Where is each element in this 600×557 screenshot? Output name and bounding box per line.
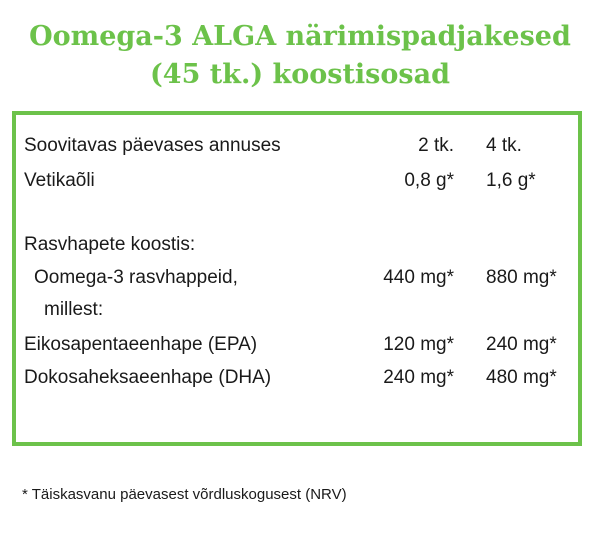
row-value-2-pcs: 120 mg* — [383, 334, 454, 355]
row-value-2-pcs: 2 tk. — [418, 135, 454, 156]
row-label: Vetikaõli — [24, 170, 95, 191]
row-label: Rasvhapete koostis: — [24, 234, 196, 255]
title-line-2: (45 tk.) koostisosad — [150, 59, 450, 90]
table-row — [24, 131, 574, 161]
row-value-4-pcs: 1,6 g* — [486, 170, 536, 191]
row-label: Oomega-3 rasvhappeid, — [34, 267, 238, 288]
table-row — [24, 330, 574, 360]
table-row — [24, 263, 574, 293]
row-value-4-pcs: 240 mg* — [486, 334, 557, 355]
row-label: Soovitavas päevases annuses — [24, 135, 281, 156]
row-label: millest: — [44, 299, 104, 320]
table-row — [24, 295, 574, 325]
row-value-2-pcs: 240 mg* — [383, 367, 454, 388]
footnote: * Täiskasvanu päevasest võrdluskogusest (NRV) — [22, 486, 347, 503]
row-value-4-pcs: 4 tk. — [486, 135, 522, 156]
row-value-4-pcs: 880 mg* — [486, 267, 557, 288]
page-title — [0, 18, 600, 94]
table-row — [24, 363, 574, 393]
ingredients-table — [12, 111, 582, 446]
title-line-1: Oomega-3 ALGA närimispadjakesed — [29, 21, 571, 52]
row-label: Dokosaheksaeenhape (DHA) — [24, 367, 272, 388]
table-row — [24, 166, 574, 196]
row-value-4-pcs: 480 mg* — [486, 367, 557, 388]
row-value-2-pcs: 0,8 g* — [404, 170, 454, 191]
table-row — [24, 230, 574, 260]
row-label: Eikosapentaeenhape (EPA) — [24, 334, 258, 355]
row-value-2-pcs: 440 mg* — [383, 267, 454, 288]
